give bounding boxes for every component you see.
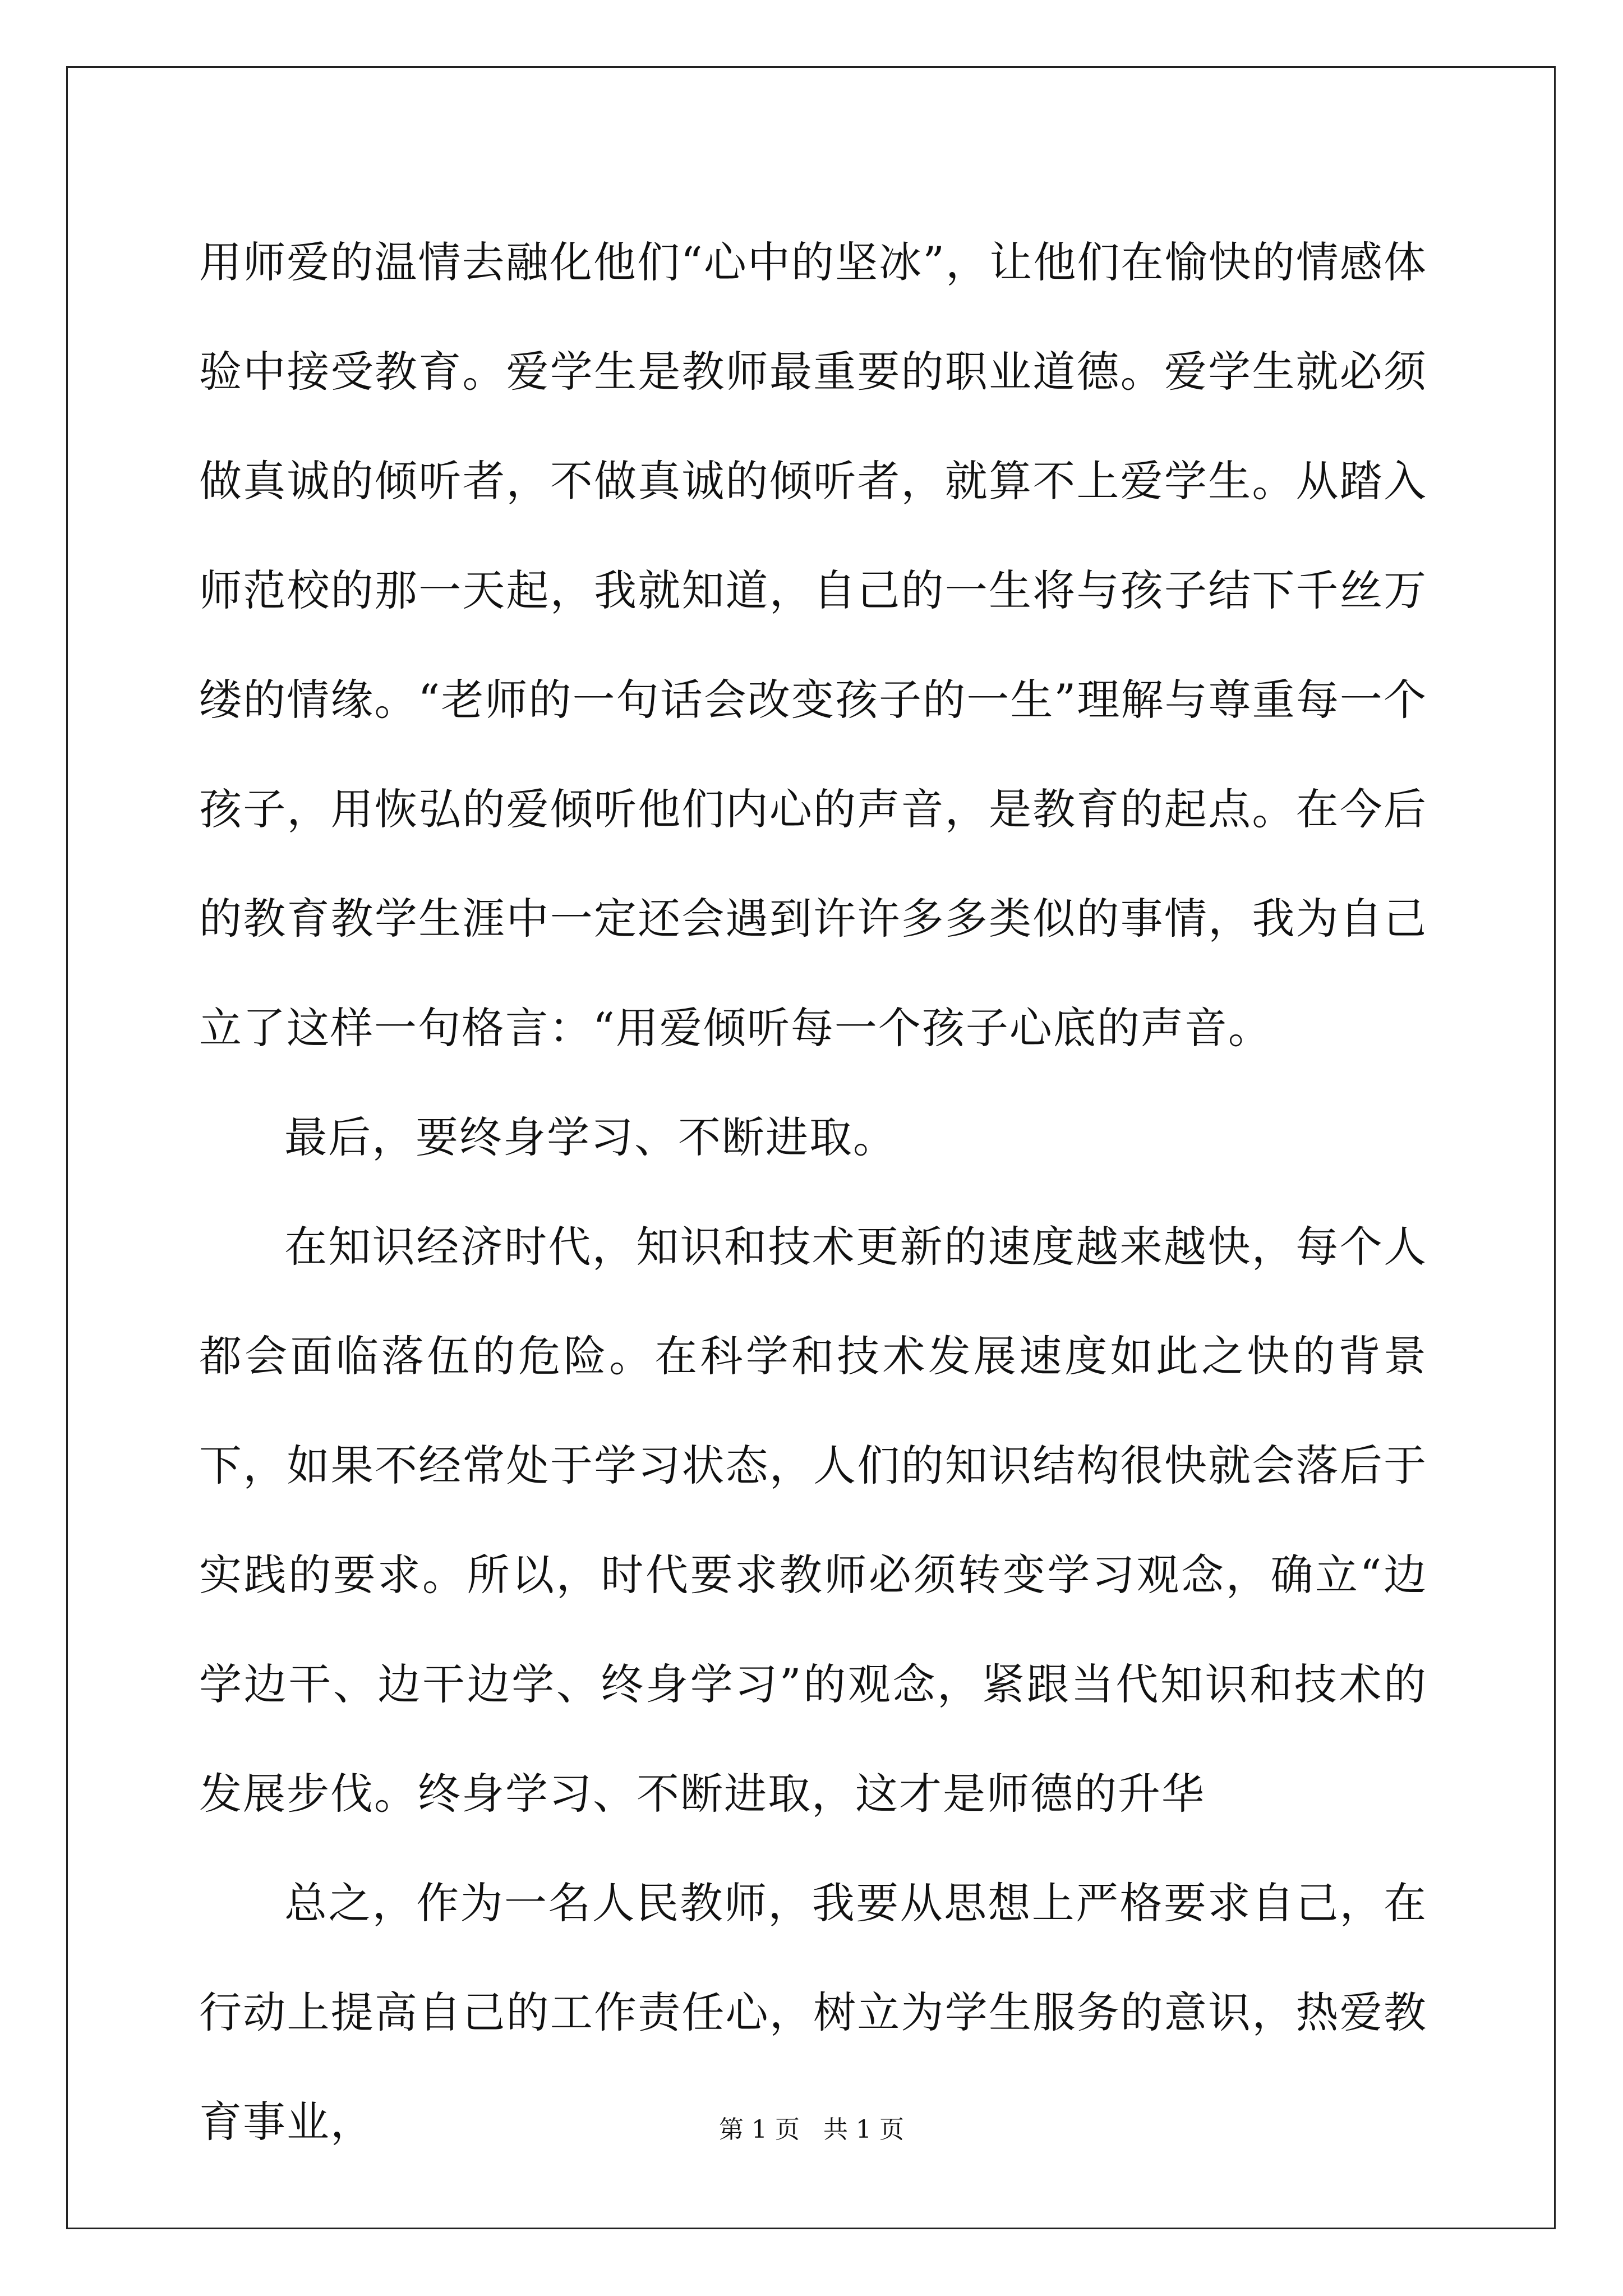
paragraph-3: 在知识经济时代，知识和技术更新的速度越来越快，每个人都会面临落伍的危险。在科学和技术发展速度如此之快的背景下，如果不经常处于学习状态，人们的知识结构很快就会落后于实践的要求。所以，时代要求教师必须转变学习观念，确立“边学边干、边干边学、终身学习”的观念，紧跟当代知识和技术的发展步伐。终身学习、不断进取，这才是师德的升华 bbox=[199, 1222, 1427, 1819]
document-body bbox=[199, 208, 1427, 2177]
paragraph-1: 用师爱的温情去融化他们“心中的坚冰”，让他们在愉快的情感体验中接受教育。爱学生是教师最重要的职业道德。爱学生就必须做真诚的倾听者，不做真诚的倾听者，就算不上爱学生。从踏入师范校的那一天起，我就知道，自己的一生将与孩子结下千丝万缕的情缘。“老师的一句话会改变孩子的一生”理解与尊重每一个孩子，用恢弘的爱倾听他们内心的声音，是教育的起点。在今后的教育教学生涯中一定还会遇到许许多多类似的事情，我为自己立了这样一句格言：“用爱倾听每一个孩子心底的声音。 bbox=[199, 237, 1427, 1053]
paragraph-4: 总之，作为一名人民教师，我要从思想上严格要求自己，在行动上提高自己的工作责任心，树立为学生服务的意识，热爱教育事业， bbox=[199, 1878, 1427, 2147]
page-number-footer: 第 1 页 共 1 页 bbox=[719, 2115, 904, 2144]
paragraph-2: 最后，要终身学习、不断进取。 bbox=[284, 1112, 897, 1162]
